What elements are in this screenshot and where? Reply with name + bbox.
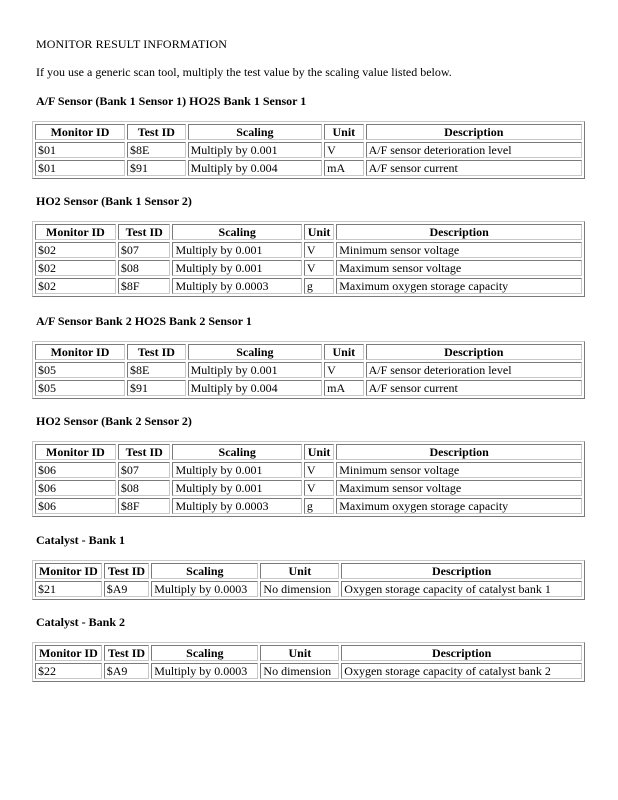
monitor-table xyxy=(32,341,585,399)
header-monitor-id: Monitor ID xyxy=(35,645,102,661)
intro-text: If you use a generic scan tool, multiply the test value by the scaling value listed below. xyxy=(36,65,452,79)
table-header-row xyxy=(35,444,582,460)
header-unit: Unit xyxy=(324,124,363,140)
table-row xyxy=(35,380,582,396)
cell-monitor-id: $02 xyxy=(35,260,116,276)
table-row xyxy=(35,498,582,514)
header-description: Description xyxy=(366,124,582,140)
cell-test-id: $A9 xyxy=(104,581,150,597)
header-unit: Unit xyxy=(324,344,363,360)
header-monitor-id: Monitor ID xyxy=(35,224,116,240)
section-title: Catalyst - Bank 1 xyxy=(36,533,126,547)
table-header-row xyxy=(35,344,582,360)
cell-description: A/F sensor current xyxy=(366,380,582,396)
cell-scaling: Multiply by 0.001 xyxy=(188,142,322,158)
cell-scaling: Multiply by 0.0003 xyxy=(172,278,301,294)
cell-description: Maximum oxygen storage capacity xyxy=(336,278,582,294)
header-description: Description xyxy=(366,344,582,360)
cell-description: A/F sensor deterioration level xyxy=(366,362,582,378)
cell-unit: V xyxy=(304,260,334,276)
header-scaling: Scaling xyxy=(188,344,322,360)
header-description: Description xyxy=(336,444,582,460)
header-unit: Unit xyxy=(260,645,339,661)
monitor-table xyxy=(32,221,585,297)
table-header-row xyxy=(35,124,582,140)
header-unit: Unit xyxy=(304,444,334,460)
cell-scaling: Multiply by 0.0003 xyxy=(151,581,258,597)
header-test-id: Test ID xyxy=(127,124,186,140)
cell-monitor-id: $02 xyxy=(35,278,116,294)
cell-description: Minimum sensor voltage xyxy=(336,462,582,478)
table-row xyxy=(35,260,582,276)
cell-test-id: $91 xyxy=(127,380,186,396)
cell-scaling: Multiply by 0.001 xyxy=(172,462,301,478)
header-description: Description xyxy=(336,224,582,240)
table-header-row xyxy=(35,563,582,579)
section-title: A/F Sensor (Bank 1 Sensor 1) HO2S Bank 1 Sensor 1 xyxy=(36,94,307,108)
section-title: HO2 Sensor (Bank 2 Sensor 2) xyxy=(36,414,192,428)
table-row xyxy=(35,362,582,378)
cell-test-id: $91 xyxy=(127,160,186,176)
header-monitor-id: Monitor ID xyxy=(35,563,102,579)
section-title: HO2 Sensor (Bank 1 Sensor 2) xyxy=(36,194,192,208)
header-description: Description xyxy=(341,563,582,579)
cell-test-id: $08 xyxy=(118,260,171,276)
cell-test-id: $08 xyxy=(118,480,171,496)
header-test-id: Test ID xyxy=(118,444,171,460)
cell-unit: mA xyxy=(324,380,363,396)
header-description: Description xyxy=(341,645,582,661)
cell-test-id: $07 xyxy=(118,242,171,258)
cell-test-id: $8F xyxy=(118,498,171,514)
header-test-id: Test ID xyxy=(118,224,171,240)
header-test-id: Test ID xyxy=(104,563,150,579)
monitor-table xyxy=(32,642,585,682)
cell-test-id: $A9 xyxy=(104,663,150,679)
header-scaling: Scaling xyxy=(151,563,258,579)
header-scaling: Scaling xyxy=(151,645,258,661)
cell-description: Minimum sensor voltage xyxy=(336,242,582,258)
cell-unit: V xyxy=(304,462,334,478)
cell-scaling: Multiply by 0.0003 xyxy=(151,663,258,679)
cell-monitor-id: $06 xyxy=(35,462,116,478)
monitor-table xyxy=(32,441,585,517)
cell-description: A/F sensor deterioration level xyxy=(366,142,582,158)
header-scaling: Scaling xyxy=(172,224,301,240)
cell-scaling: Multiply by 0.001 xyxy=(172,480,301,496)
table-row xyxy=(35,278,582,294)
table-header-row xyxy=(35,645,582,661)
cell-monitor-id: $22 xyxy=(35,663,102,679)
header-unit: Unit xyxy=(260,563,339,579)
cell-unit: V xyxy=(324,362,363,378)
cell-unit: No dimension xyxy=(260,581,339,597)
cell-test-id: $8F xyxy=(118,278,171,294)
header-scaling: Scaling xyxy=(172,444,301,460)
section-title: Catalyst - Bank 2 xyxy=(36,615,126,629)
cell-description: Maximum oxygen storage capacity xyxy=(336,498,582,514)
header-monitor-id: Monitor ID xyxy=(35,344,125,360)
cell-unit: mA xyxy=(324,160,363,176)
header-unit: Unit xyxy=(304,224,334,240)
cell-description: Oxygen storage capacity of catalyst bank 2 xyxy=(341,663,582,679)
cell-scaling: Multiply by 0.001 xyxy=(188,362,322,378)
cell-test-id: $8E xyxy=(127,362,186,378)
monitor-table xyxy=(32,121,585,179)
cell-scaling: Multiply by 0.001 xyxy=(172,242,301,258)
monitor-table xyxy=(32,560,585,600)
cell-monitor-id: $01 xyxy=(35,160,125,176)
cell-scaling: Multiply by 0.001 xyxy=(172,260,301,276)
header-monitor-id: Monitor ID xyxy=(35,444,116,460)
cell-test-id: $8E xyxy=(127,142,186,158)
table-header-row xyxy=(35,224,582,240)
cell-monitor-id: $02 xyxy=(35,242,116,258)
cell-scaling: Multiply by 0.0003 xyxy=(172,498,301,514)
header-scaling: Scaling xyxy=(188,124,322,140)
cell-unit: V xyxy=(304,480,334,496)
cell-scaling: Multiply by 0.004 xyxy=(188,160,322,176)
cell-monitor-id: $01 xyxy=(35,142,125,158)
header-test-id: Test ID xyxy=(104,645,150,661)
page-title: MONITOR RESULT INFORMATION xyxy=(36,37,228,51)
table-row xyxy=(35,581,582,597)
cell-monitor-id: $05 xyxy=(35,362,125,378)
cell-scaling: Multiply by 0.004 xyxy=(188,380,322,396)
cell-description: Maximum sensor voltage xyxy=(336,260,582,276)
cell-monitor-id: $21 xyxy=(35,581,102,597)
cell-unit: No dimension xyxy=(260,663,339,679)
cell-description: Maximum sensor voltage xyxy=(336,480,582,496)
cell-monitor-id: $05 xyxy=(35,380,125,396)
header-monitor-id: Monitor ID xyxy=(35,124,125,140)
cell-unit: V xyxy=(304,242,334,258)
cell-test-id: $07 xyxy=(118,462,171,478)
header-test-id: Test ID xyxy=(127,344,186,360)
cell-description: A/F sensor current xyxy=(366,160,582,176)
table-row xyxy=(35,480,582,496)
cell-unit: V xyxy=(324,142,363,158)
table-row xyxy=(35,142,582,158)
cell-unit: g xyxy=(304,498,334,514)
cell-monitor-id: $06 xyxy=(35,498,116,514)
table-row xyxy=(35,663,582,679)
table-row xyxy=(35,462,582,478)
table-row xyxy=(35,242,582,258)
cell-unit: g xyxy=(304,278,334,294)
section-title: A/F Sensor Bank 2 HO2S Bank 2 Sensor 1 xyxy=(36,314,252,328)
cell-description: Oxygen storage capacity of catalyst bank 1 xyxy=(341,581,582,597)
cell-monitor-id: $06 xyxy=(35,480,116,496)
table-row xyxy=(35,160,582,176)
